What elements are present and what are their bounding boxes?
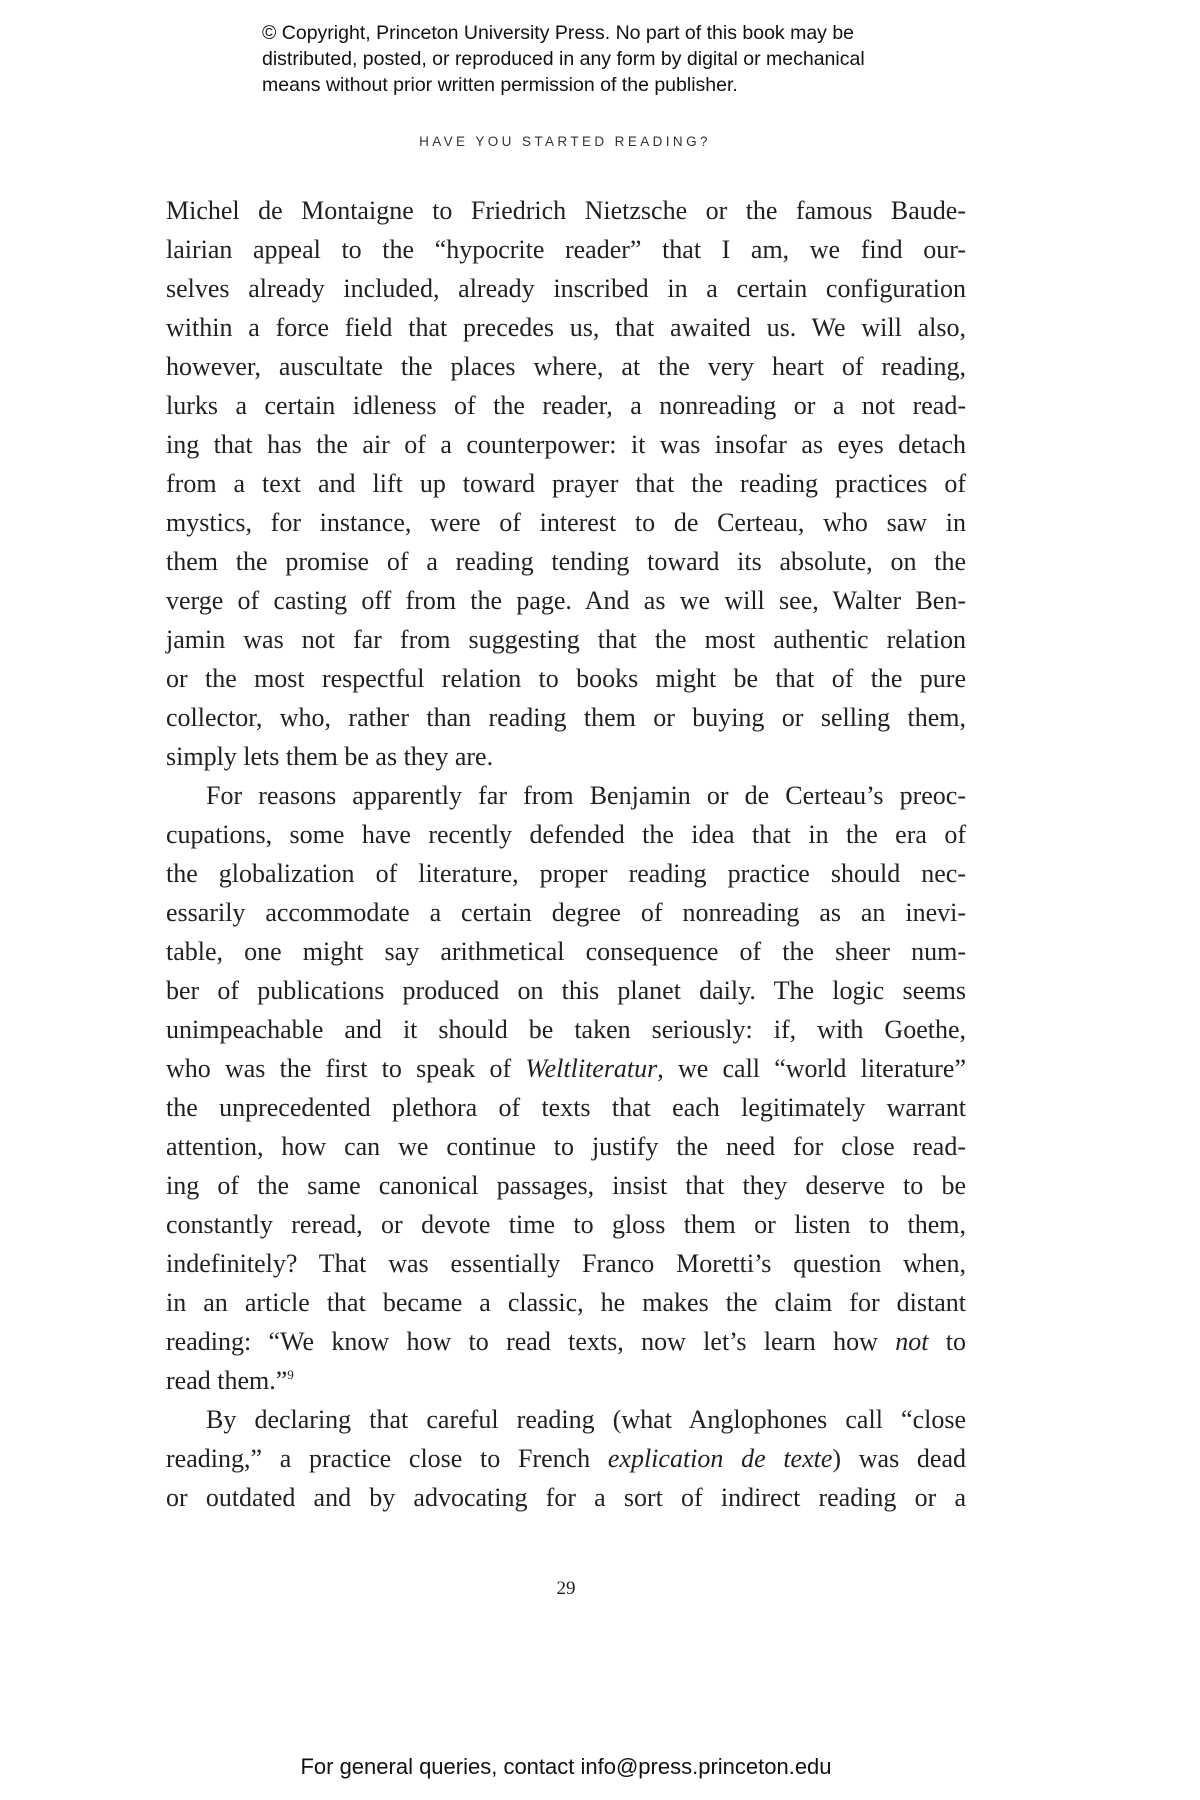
text-line: simply lets them be as they are. xyxy=(166,742,494,771)
copyright-line: © Copyright, Princeton University Press. No part of this book may be xyxy=(262,22,855,44)
text-run: reading: “We know how to read texts, now let’s learn how xyxy=(166,1327,896,1356)
text-line: in an article that became a classic, he makes the claim for distant xyxy=(166,1288,966,1317)
text-line: By declaring that careful reading (what Anglophones call “close xyxy=(206,1405,966,1434)
text-line: jamin was not far from suggesting that the most authentic relation xyxy=(166,625,966,654)
italic-term: explication de texte xyxy=(607,1444,833,1473)
text-line: within a force field that precedes us, that awaited us. We will also, xyxy=(166,313,966,342)
copyright-notice xyxy=(262,20,1022,98)
text-line xyxy=(166,1439,966,1478)
text-line: from a text and lift up toward prayer that the reading practices of xyxy=(166,469,966,498)
footnote-marker: 9 xyxy=(287,1367,294,1382)
text-run: to xyxy=(928,1327,966,1356)
body-text xyxy=(166,191,966,1517)
text-line: or outdated and by advocating for a sort of indirect reading or a xyxy=(166,1483,966,1512)
running-head: HAVE YOU STARTED READING? xyxy=(419,134,711,149)
text-line: the globalization of literature, proper reading practice should nec- xyxy=(166,859,966,888)
text-line: collector, who, rather than reading them or buying or selling them, xyxy=(166,703,966,732)
text-line: For reasons apparently far from Benjamin or de Certeau’s preoc- xyxy=(206,781,966,810)
text-run: reading,” a practice close to French xyxy=(166,1444,608,1473)
text-line xyxy=(166,1361,966,1400)
text-line xyxy=(166,1322,966,1361)
text-line: however, auscultate the places where, at the very heart of reading, xyxy=(166,352,966,381)
text-line: unimpeachable and it should be taken seriously: if, with Goethe, xyxy=(166,1015,966,1044)
text-line: ing that has the air of a counterpower: it was insofar as eyes detach xyxy=(166,430,966,459)
text-line: ing of the same canonical passages, insist that they deserve to be xyxy=(166,1171,966,1200)
text-run: ) was dead xyxy=(832,1444,966,1473)
text-line: indefinitely? That was essentially Franco Moretti’s question when, xyxy=(166,1249,966,1278)
copyright-line: distributed, posted, or reproduced in any form by digital or mechanical xyxy=(262,48,865,70)
text-line xyxy=(166,1049,966,1088)
text-line: essarily accommodate a certain degree of nonreading as an inevi- xyxy=(166,898,966,927)
text-line: cupations, some have recently defended the idea that in the era of xyxy=(166,820,966,849)
text-line: verge of casting off from the page. And as we will see, Walter Ben- xyxy=(166,586,966,615)
page-number: 29 xyxy=(556,1578,576,1599)
text-line: lurks a certain idleness of the reader, a nonreading or a not read- xyxy=(166,391,966,420)
text-line: attention, how can we continue to justify the need for close read- xyxy=(166,1132,966,1161)
text-run: who was the first to speak of xyxy=(166,1054,526,1083)
text-run: read them.” xyxy=(166,1366,288,1395)
text-run: , we call “world literature” xyxy=(657,1054,966,1083)
text-line: them the promise of a reading tending toward its absolute, on the xyxy=(166,547,966,576)
text-line: or the most respectful relation to books might be that of the pure xyxy=(166,664,966,693)
text-line: lairian appeal to the “hypocrite reader” that I am, we find our- xyxy=(166,235,966,264)
italic-emphasis: not xyxy=(895,1327,929,1356)
italic-title: Weltliteratur xyxy=(525,1054,658,1083)
text-line: selves already included, already inscribed in a certain configuration xyxy=(166,274,966,303)
text-line: mystics, for instance, were of interest to de Certeau, who saw in xyxy=(166,508,966,537)
text-line: constantly reread, or devote time to gloss them or listen to them, xyxy=(166,1210,966,1239)
text-line: table, one might say arithmetical consequence of the sheer num- xyxy=(166,937,966,966)
footer-contact: For general queries, contact info@press.princeton.edu xyxy=(300,1754,832,1779)
text-line: Michel de Montaigne to Friedrich Nietzsche or the famous Baude- xyxy=(166,196,966,225)
text-line: ber of publications produced on this planet daily. The logic seems xyxy=(166,976,966,1005)
text-line: the unprecedented plethora of texts that each legitimately warrant xyxy=(166,1093,966,1122)
copyright-line: means without prior written permission of the publisher. xyxy=(262,74,738,96)
